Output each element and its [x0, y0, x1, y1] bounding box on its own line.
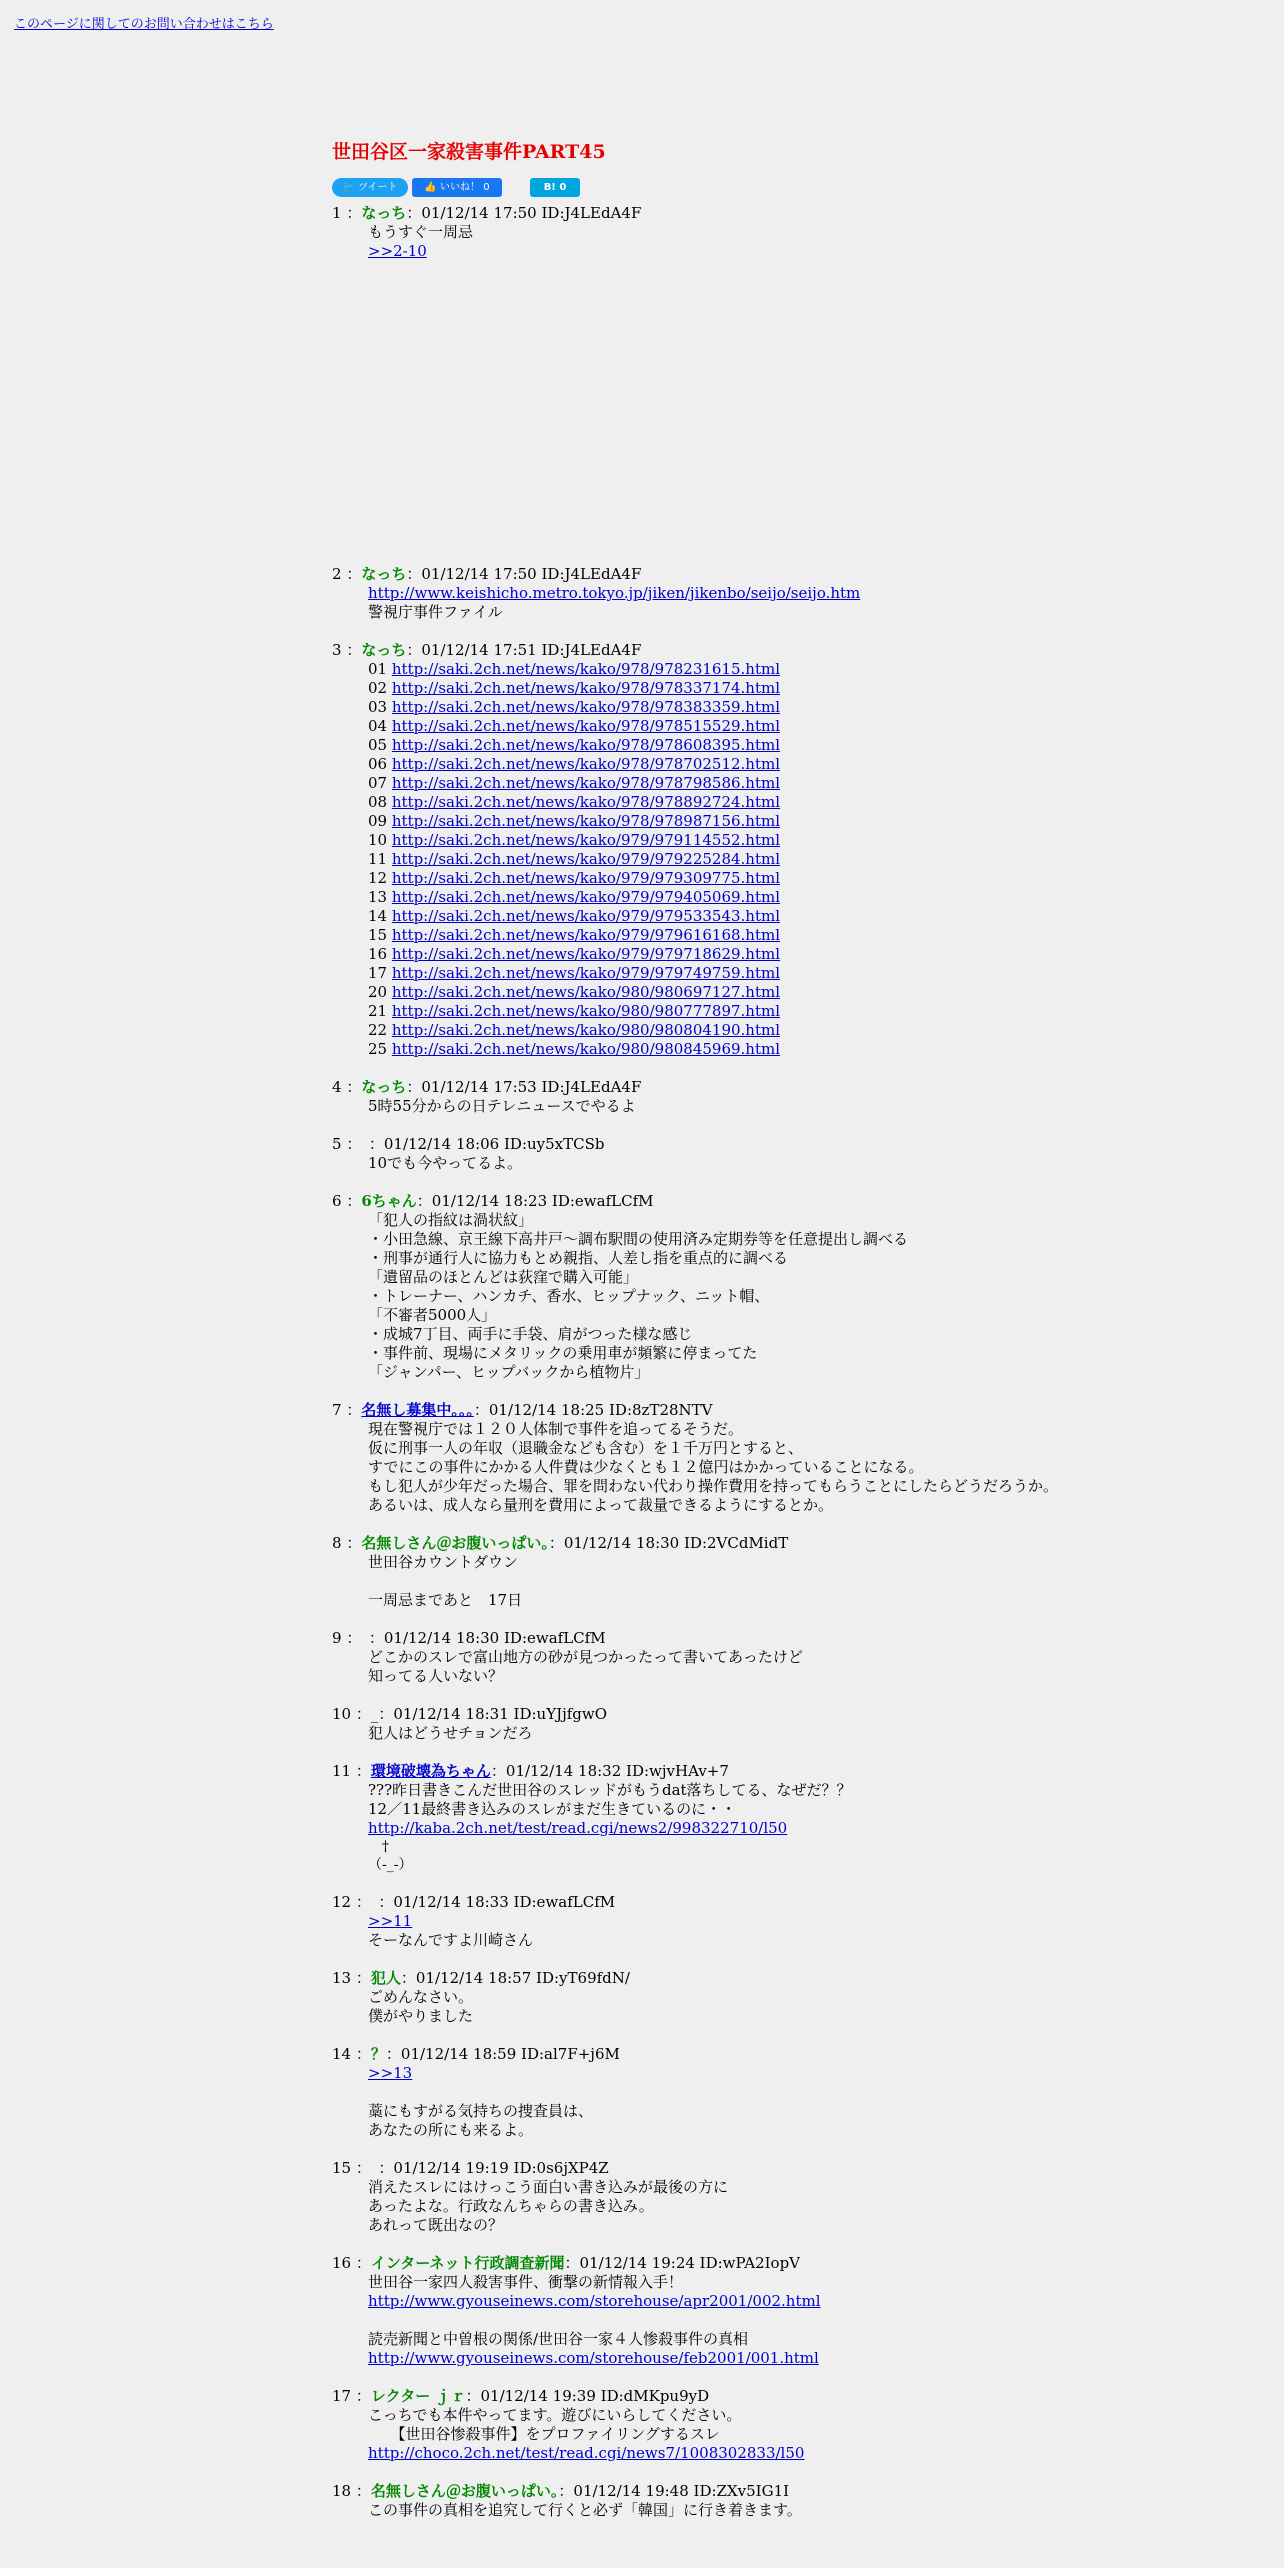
post-text: 一周忌まであと 17日	[368, 1591, 523, 1609]
post-text: 「遺留品のほとんどは荻窪で購入可能」	[368, 1268, 639, 1286]
post-number: 16	[332, 2254, 352, 2272]
post-header: 18 ：名無しさん＠お腹いっぱい。：01/12/14 19:48 ID:ZXv5IG1I	[332, 2482, 790, 2500]
post-line	[368, 2121, 1272, 2140]
post	[332, 1078, 1272, 1116]
post-text: 10でも今やってるよ。	[368, 1154, 523, 1172]
thread-title: 世田谷区一家殺害事件PART45	[332, 141, 606, 163]
post-meta: 01/12/14 19:48 ID:ZXv5IG1I	[573, 2482, 790, 2500]
post-body	[368, 1211, 1272, 1382]
post-line	[368, 1988, 1272, 2007]
post-body	[368, 2064, 1272, 2140]
post	[332, 2159, 1272, 2235]
link-index: 04	[368, 717, 392, 735]
post	[332, 2387, 1272, 2463]
post-line	[368, 2311, 1272, 2330]
post-body	[368, 2178, 1272, 2235]
post-text: 12／11最終書き込みのスレがまだ生きているのに・・	[368, 1800, 737, 1818]
like-label: いいね！ 0	[440, 182, 490, 193]
post-line	[368, 584, 1272, 603]
post-body	[368, 1724, 1272, 1743]
post-body	[368, 2273, 1272, 2368]
post-header: 10 ：_：01/12/14 18:31 ID:uYJjfgwO	[332, 1705, 608, 1723]
post	[332, 204, 1272, 261]
post-number: 11	[332, 1762, 352, 1780]
post-header: 9 ： ：01/12/14 18:30 ID:ewafLCfM	[332, 1629, 606, 1647]
post-meta: 01/12/14 19:39 ID:dMKpu9yD	[480, 2387, 710, 2405]
post-line	[368, 983, 1272, 1002]
post-link[interactable]: http://www.keishicho.metro.tokyo.jp/jiken/jikenbo/seijo/seijo.htm	[368, 584, 861, 602]
post-link[interactable]: http://saki.2ch.net/news/kako/978/978231615.html	[391, 660, 781, 678]
poster-name: ？	[370, 2045, 386, 2063]
post-meta: 01/12/14 17:51 ID:J4LEdA4F	[421, 641, 642, 659]
post-text: そーなんですよ川崎さん	[368, 1931, 534, 1949]
post-link[interactable]: http://saki.2ch.net/news/kako/979/979114552.html	[391, 831, 781, 849]
post-line	[368, 660, 1272, 679]
post-line	[368, 1591, 1272, 1610]
link-index: 05	[368, 736, 392, 754]
post-number: 6	[332, 1192, 342, 1210]
post-body	[368, 1097, 1272, 1116]
post-line	[368, 831, 1272, 850]
post-line	[368, 964, 1272, 983]
post	[332, 2482, 1272, 2520]
post-meta: 01/12/14 19:24 ID:wPA2IopV	[579, 2254, 801, 2272]
post-header: 1 ：なっち：01/12/14 17:50 ID:J4LEdA4F	[332, 204, 642, 222]
post-line	[368, 869, 1272, 888]
post-number: 13	[332, 1969, 352, 1987]
link-index: 08	[368, 793, 392, 811]
link-index: 21	[368, 1002, 392, 1020]
post-line	[368, 2083, 1272, 2102]
post-line	[368, 1154, 1272, 1173]
post	[332, 1969, 1272, 2026]
post-link[interactable]: http://saki.2ch.net/news/kako/980/980697127.html	[391, 983, 781, 1001]
post-line	[368, 2178, 1272, 2197]
post-line	[368, 1912, 1272, 1931]
thumbs-up-icon: 👍	[424, 182, 437, 193]
post-line	[368, 2501, 1272, 2520]
post-meta: 01/12/14 18:25 ID:8zT28NTV	[488, 1401, 713, 1419]
post-line	[368, 1838, 1272, 1856]
post-line	[368, 1856, 1272, 1874]
post-header: 7 ：名無し募集中。。。：01/12/14 18:25 ID:8zT28NTV	[332, 1401, 713, 1419]
post-header: 14 ：？：01/12/14 18:59 ID:al7F+j6M	[332, 2045, 620, 2063]
post-text: この事件の真相を追究して行くと必ず「韓国」に行き着きます。	[368, 2501, 802, 2519]
post-line	[368, 1344, 1272, 1363]
post-line	[368, 1781, 1272, 1800]
post-number: 1	[332, 204, 342, 222]
post-link[interactable]: http://saki.2ch.net/news/kako/978/978608395.html	[391, 736, 781, 754]
post	[332, 1401, 1272, 1515]
post-line	[368, 774, 1272, 793]
poster-name: インターネット行政調査新聞	[370, 2254, 565, 2272]
post-header: 11 ：環境破壊為ちゃん：01/12/14 18:32 ID:wjvHAv+7	[332, 1762, 729, 1780]
post-meta: 01/12/14 17:50 ID:J4LEdA4F	[421, 565, 642, 583]
post-line	[368, 1931, 1272, 1950]
post-body	[368, 1553, 1272, 1610]
post-link[interactable]: http://saki.2ch.net/news/kako/979/979225284.html	[391, 850, 781, 868]
post-number: 3	[332, 641, 342, 659]
post-line	[368, 1648, 1272, 1667]
link-index: 25	[368, 1040, 392, 1058]
post-body	[368, 2406, 1272, 2463]
post-header: 3 ：なっち：01/12/14 17:51 ID:J4LEdA4F	[332, 641, 642, 659]
poster-name: 6ちゃん	[361, 1192, 417, 1210]
post-header: 5 ： ：01/12/14 18:06 ID:uy5xTCSb	[332, 1135, 605, 1153]
post-body	[368, 1988, 1272, 2026]
poster-name: _	[370, 1705, 379, 1723]
link-index: 02	[368, 679, 392, 697]
post	[332, 1893, 1272, 1950]
link-index: 15	[368, 926, 392, 944]
post-line	[368, 223, 1272, 242]
post-number: 4	[332, 1078, 342, 1096]
post-text: 僕がやりました	[368, 2007, 474, 2025]
post-text: （-_-）	[368, 1857, 413, 1873]
post-line	[368, 2064, 1272, 2083]
post-header: 2 ：なっち：01/12/14 17:50 ID:J4LEdA4F	[332, 565, 642, 583]
link-index: 03	[368, 698, 392, 716]
post-line	[368, 1268, 1272, 1287]
post-number: 8	[332, 1534, 342, 1552]
post-text: あるいは、成人なら量刑を費用によって裁量できるようにするとか。	[368, 1496, 834, 1514]
post-line	[368, 2102, 1272, 2121]
post-text: 消えたスレにはけっこう面白い書き込みが最後の方に	[368, 2178, 729, 2196]
post-meta: 01/12/14 18:59 ID:al7F+j6M	[400, 2045, 620, 2063]
post-line	[368, 1097, 1272, 1116]
post-text: あれって既出なの？	[368, 2216, 504, 2234]
post-text: 5時55分からの日テレニュースでやるよ	[368, 1097, 636, 1115]
post-body	[368, 660, 1272, 1059]
post-line	[368, 1287, 1272, 1306]
post-text: あったよな。行政なんちゃらの書き込み。	[368, 2197, 654, 2215]
post-line	[368, 1002, 1272, 1021]
post-line	[368, 1458, 1272, 1477]
post-line	[368, 242, 1272, 261]
post-body	[368, 223, 1272, 261]
post-line	[368, 1325, 1272, 1344]
post-link[interactable]: >>2-10	[368, 242, 427, 260]
post-body	[368, 1420, 1272, 1515]
post-line	[368, 888, 1272, 907]
post-meta: 01/12/14 17:50 ID:J4LEdA4F	[421, 204, 642, 222]
post-line	[368, 603, 1272, 622]
post-link[interactable]: http://saki.2ch.net/news/kako/979/979749759.html	[391, 964, 781, 982]
post-line	[368, 1800, 1272, 1819]
post-line	[368, 2330, 1272, 2349]
post-line	[368, 1724, 1272, 1743]
post	[332, 1192, 1272, 1382]
post-line	[368, 2349, 1272, 2368]
post-meta: 01/12/14 18:23 ID:ewafLCfM	[431, 1192, 654, 1210]
post-line	[368, 1553, 1272, 1572]
post	[332, 2045, 1272, 2140]
post-text: どこかのスレで富山地方の砂が見つかったって書いてあったけど	[368, 1648, 803, 1666]
link-index: 10	[368, 831, 392, 849]
post-meta: 01/12/14 18:30 ID:ewafLCfM	[383, 1629, 606, 1647]
post-text: ???昨日書きこんだ世田谷のスレッドがもうdat落ちしてる、なぜだ？？	[368, 1781, 852, 1799]
post-text: 世田谷一家四人殺害事件、衝撃の新情報入手！	[368, 2273, 684, 2291]
post-link[interactable]: http://saki.2ch.net/news/kako/980/980777897.html	[391, 1002, 781, 1020]
post-link[interactable]: http://kaba.2ch.net/test/read.cgi/news2/998322710/l50	[368, 1819, 788, 1837]
post-body	[368, 1154, 1272, 1173]
post-link[interactable]: http://saki.2ch.net/news/kako/980/980804190.html	[391, 1021, 781, 1039]
post-text: 警視庁事件ファイル	[368, 603, 503, 621]
post	[332, 1762, 1272, 1874]
post-meta: 01/12/14 18:30 ID:2VCdMidT	[563, 1534, 789, 1552]
post-link[interactable]: >>11	[368, 1912, 413, 1930]
post-number: 18	[332, 2482, 352, 2500]
poster-name: なっち	[361, 204, 407, 222]
post-text: 藁にもすがる気持ちの捜査員は、	[368, 2102, 594, 2120]
link-index: 14	[368, 907, 392, 925]
post-line	[368, 2444, 1272, 2463]
post-text: ・成城7丁目、両手に手袋、肩がつった様な感じ	[368, 1325, 693, 1343]
post-meta: 01/12/14 19:19 ID:0s6jXP4Z	[393, 2159, 609, 2177]
post	[332, 2254, 1272, 2368]
post-text: ・トレーナー、ハンカチ、香水、ヒップナック、ニット帽、	[368, 1287, 770, 1305]
post-link[interactable]: >>13	[368, 2064, 413, 2082]
post-text: ・事件前、現場にメタリックの乗用車が頻繁に停まってた	[368, 1344, 758, 1362]
post-number: 15	[332, 2159, 352, 2177]
poster-name: 名無しさん＠お腹いっぱい。	[361, 1534, 549, 1552]
contact-link[interactable]: このページに関してのお問い合わせはこちら	[14, 17, 274, 32]
post-text: あなたの所にも来るよ。	[368, 2121, 534, 2139]
post-link[interactable]: http://saki.2ch.net/news/kako/979/979309775.html	[391, 869, 781, 887]
post-meta: 01/12/14 17:53 ID:J4LEdA4F	[421, 1078, 642, 1096]
post-line	[368, 2216, 1272, 2235]
post-text: ・小田急線、京王線下高井戸～調布駅間の使用済み定期券等を任意提出し調べる	[368, 1230, 909, 1248]
post-link[interactable]: http://saki.2ch.net/news/kako/978/978987156.html	[391, 812, 781, 830]
post	[332, 641, 1272, 1059]
post-text: 世田谷カウントダウン	[368, 1553, 519, 1571]
post-line	[368, 1306, 1272, 1325]
post-text: もうすぐ一周忌	[368, 223, 474, 241]
post-header: 12 ： ：01/12/14 18:33 ID:ewafLCfM	[332, 1893, 616, 1911]
post-text: 「犯人の指紋は渦状紋」	[368, 1211, 534, 1229]
poster-name: 犯人	[370, 1969, 401, 1987]
post-line	[368, 1819, 1272, 1838]
link-index: 01	[368, 660, 392, 678]
post-text: 現在警視庁では１２０人体制で事件を追ってるそうだ。	[368, 1420, 744, 1438]
post-header: 17 ：レクター ｊｒ：01/12/14 19:39 ID:dMKpu9yD	[332, 2387, 710, 2405]
post-link[interactable]: http://www.gyouseinews.com/storehouse/apr2001/002.html	[368, 2292, 821, 2310]
post-line	[368, 2007, 1272, 2026]
post-link[interactable]: http://saki.2ch.net/news/kako/980/980845969.html	[391, 1040, 781, 1058]
post-body	[368, 2501, 1272, 2520]
post	[332, 1534, 1272, 1610]
post-header: 6 ：6ちゃん：01/12/14 18:23 ID:ewafLCfM	[332, 1192, 654, 1210]
post-text: 知ってる人いない？	[368, 1667, 504, 1685]
link-index: 22	[368, 1021, 392, 1039]
post-link[interactable]: http://saki.2ch.net/news/kako/979/979405069.html	[391, 888, 781, 906]
post-line	[368, 1439, 1272, 1458]
post-text: 仮に刑事一人の年収（退職金なども含む）を１千万円とすると、	[368, 1439, 804, 1457]
post-line	[368, 945, 1272, 964]
like-button[interactable]	[412, 178, 502, 197]
post-meta: 01/12/14 18:33 ID:ewafLCfM	[393, 1893, 616, 1911]
post-line	[368, 1420, 1272, 1439]
post-link[interactable]: http://www.gyouseinews.com/storehouse/feb2001/001.html	[368, 2349, 819, 2367]
post-number: 2	[332, 565, 342, 583]
link-index: 16	[368, 945, 392, 963]
post-link[interactable]: http://saki.2ch.net/news/kako/978/978798586.html	[391, 774, 781, 792]
link-index: 11	[368, 850, 392, 868]
link-index: 06	[368, 755, 392, 773]
link-index: 09	[368, 812, 392, 830]
post-line	[368, 717, 1272, 736]
post-text: 「ジャンパー、ヒップバックから植物片」	[368, 1363, 650, 1381]
post-body	[368, 584, 1272, 622]
post-line	[368, 1667, 1272, 1686]
post-line	[368, 1477, 1272, 1496]
post-text: †	[368, 1839, 389, 1855]
post-header: 16 ：インターネット行政調査新聞：01/12/14 19:24 ID:wPA2IopV	[332, 2254, 801, 2272]
post-text: 読売新聞と中曽根の関係/世田谷一家４人惨殺事件の真相	[368, 2330, 749, 2348]
post-number: 10	[332, 1705, 352, 1723]
post-text: 【世田谷惨殺事件】をプロファイリングするスレ	[368, 2425, 720, 2443]
poster-name[interactable]: 環境破壊為ちゃん	[370, 1762, 491, 1780]
twitter-bird-icon: 🐦	[342, 182, 355, 193]
post-number: 17	[332, 2387, 352, 2405]
post-link[interactable]: http://saki.2ch.net/news/kako/978/978702512.html	[391, 755, 781, 773]
post-line	[368, 907, 1272, 926]
share-buttons	[332, 178, 1272, 200]
post-line	[368, 926, 1272, 945]
link-index: 13	[368, 888, 392, 906]
link-index: 07	[368, 774, 392, 792]
post-text: ごめんなさい。	[368, 1988, 474, 2006]
post-number: 7	[332, 1401, 342, 1419]
tweet-label: ツイート	[358, 182, 398, 193]
poster-name: 名無しさん＠お腹いっぱい。	[370, 2482, 559, 2500]
link-index: 17	[368, 964, 392, 982]
post-header: 8 ：名無しさん＠お腹いっぱい。：01/12/14 18:30 ID:2VCdMidT	[332, 1534, 789, 1552]
post-line	[368, 2425, 1272, 2444]
poster-name[interactable]: 名無し募集中。。。	[361, 1401, 474, 1419]
post-text: すでにこの事件にかかる人件費は少なくとも１２億円はかかっていることになる。	[368, 1458, 924, 1476]
post	[332, 1705, 1272, 1743]
post-text: こっちでも本件やってます。遊びにいらしてください。	[368, 2406, 742, 2424]
post-link[interactable]: http://saki.2ch.net/news/kako/978/978383359.html	[391, 698, 781, 716]
tweet-button[interactable]	[332, 178, 408, 197]
post-line	[368, 2273, 1272, 2292]
post-meta: 01/12/14 18:57 ID:yT69fdN/	[415, 1969, 630, 1987]
post-number: 14	[332, 2045, 352, 2063]
post-link[interactable]: http://saki.2ch.net/news/kako/979/979718629.html	[391, 945, 781, 963]
post-link[interactable]: http://saki.2ch.net/news/kako/979/979533543.html	[391, 907, 781, 925]
post-meta: 01/12/14 18:32 ID:wjvHAv+7	[505, 1762, 729, 1780]
post-header: 13 ：犯人：01/12/14 18:57 ID:yT69fdN/	[332, 1969, 630, 1987]
post	[332, 1629, 1272, 1686]
post-line	[368, 812, 1272, 831]
post-header: 4 ：なっち：01/12/14 17:53 ID:J4LEdA4F	[332, 1078, 642, 1096]
post	[332, 565, 1272, 622]
post-list	[332, 204, 1272, 2520]
post-meta: 01/12/14 18:06 ID:uy5xTCSb	[383, 1135, 605, 1153]
link-index: 20	[368, 983, 392, 1001]
post	[332, 1135, 1272, 1173]
post-line	[368, 755, 1272, 774]
post-line	[368, 736, 1272, 755]
post-line	[368, 679, 1272, 698]
hatena-bookmark-button[interactable]: B! 0	[530, 178, 580, 197]
post-meta: 01/12/14 18:31 ID:uYJjfgwO	[393, 1705, 608, 1723]
post-line	[368, 1021, 1272, 1040]
post-body	[368, 1912, 1272, 1950]
post-line	[368, 1363, 1272, 1382]
post-number: 9	[332, 1629, 342, 1647]
post-header: 15 ： ：01/12/14 19:19 ID:0s6jXP4Z	[332, 2159, 609, 2177]
post-number: 12	[332, 1893, 352, 1911]
poster-name: なっち	[361, 641, 407, 659]
thread-container	[332, 140, 1272, 2539]
post-line	[368, 2197, 1272, 2216]
post-line	[368, 1249, 1272, 1268]
post-body	[368, 1648, 1272, 1686]
post-line	[368, 698, 1272, 717]
ad-space	[332, 280, 1272, 565]
post-link[interactable]: http://saki.2ch.net/news/kako/978/978892724.html	[391, 793, 781, 811]
post-text: ・刑事が通行人に協力もとめ親指、人差し指を重点的に調べる	[368, 1249, 789, 1267]
post-line	[368, 1230, 1272, 1249]
post-line	[368, 1496, 1272, 1515]
post-line	[368, 1572, 1272, 1591]
post-body	[368, 1781, 1272, 1874]
post-number: 5	[332, 1135, 342, 1153]
poster-name: なっち	[361, 1078, 407, 1096]
post-line	[368, 1040, 1272, 1059]
post-line	[368, 793, 1272, 812]
post-line	[368, 850, 1272, 869]
post-link[interactable]: http://saki.2ch.net/news/kako/979/979616168.html	[391, 926, 781, 944]
post-link[interactable]: http://saki.2ch.net/news/kako/978/978337174.html	[391, 679, 781, 697]
post-line	[368, 2292, 1272, 2311]
link-index: 12	[368, 869, 392, 887]
post-link[interactable]: http://saki.2ch.net/news/kako/978/978515529.html	[391, 717, 781, 735]
post-text: 「不審者5000人」	[368, 1306, 497, 1324]
post-line	[368, 1211, 1272, 1230]
poster-name: なっち	[361, 565, 407, 583]
post-text: 犯人はどうせチョンだろ	[368, 1724, 533, 1742]
poster-name: レクター ｊｒ	[370, 2387, 466, 2405]
post-line	[368, 2406, 1272, 2425]
post-link[interactable]: http://choco.2ch.net/test/read.cgi/news7/1008302833/l50	[368, 2444, 805, 2462]
post-text: もし犯人が少年だった場合、罪を問わない代わり操作費用を持ってもらうことにしたらどうだろうか。	[368, 1477, 1059, 1495]
